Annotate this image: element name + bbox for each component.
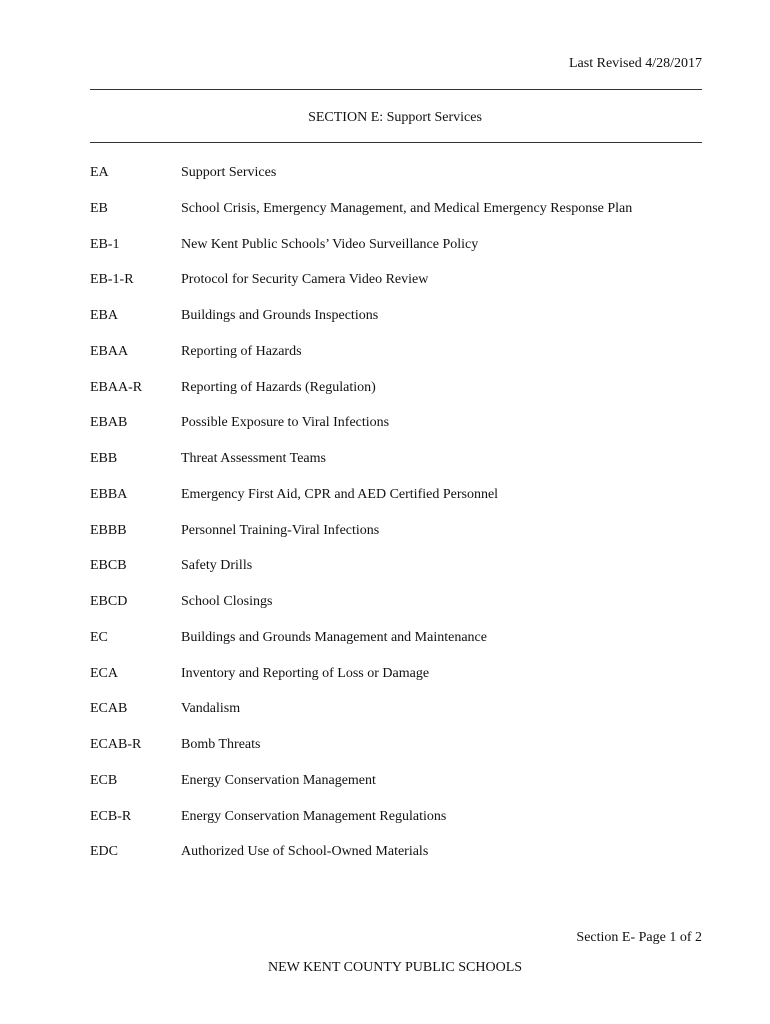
policy-code: EBB (90, 451, 118, 466)
policy-title: New Kent Public Schools’ Video Surveillance Policy (181, 236, 479, 252)
section-title: SECTION E: Support Services (308, 110, 482, 125)
policy-row (90, 665, 710, 701)
policy-row (90, 772, 710, 808)
policy-code: EB-1 (90, 236, 120, 252)
footer-organization: NEW KENT COUNTY PUBLIC SCHOOLS (267, 960, 523, 975)
policy-row (90, 414, 710, 450)
policy-title: Threat Assessment Teams (181, 451, 326, 466)
policy-code: EBCD (90, 594, 128, 609)
policy-code: ECAB-R (90, 737, 142, 752)
policy-title: Buildings and Grounds Inspections (181, 308, 379, 323)
policy-title: Energy Conservation Management Regulations (181, 808, 447, 824)
policy-row (90, 522, 710, 558)
policy-title: Safety Drills (181, 558, 253, 574)
policy-code: EDC (90, 844, 118, 860)
policy-code: EBAB (90, 415, 128, 431)
policy-title: Reporting of Hazards (181, 343, 302, 359)
policy-title: Reporting of Hazards (Regulation) (181, 379, 376, 395)
policy-row (90, 200, 710, 236)
policy-row (90, 236, 710, 272)
policy-row (90, 486, 710, 522)
policy-code: EBCB (90, 558, 127, 574)
policy-title: Authorized Use of School-Owned Materials (181, 844, 429, 860)
policy-row (90, 808, 710, 844)
page-number: Section E- Page 1 of 2 (576, 930, 702, 945)
policy-title: Buildings and Grounds Management and Maintenance (181, 629, 487, 645)
policy-row (90, 450, 710, 486)
policy-code: ECAB (90, 701, 128, 717)
policy-code: EBAA (90, 343, 129, 359)
policy-title: Possible Exposure to Viral Infections (181, 415, 390, 431)
policy-title: School Crisis, Emergency Management, and Medical Emergency Response Plan (181, 200, 633, 216)
header-rule-bottom (90, 142, 702, 143)
policy-code: EC (90, 629, 108, 645)
policy-row (90, 271, 710, 307)
policy-title: Emergency First Aid, CPR and AED Certified Personnel (181, 486, 499, 502)
last-revised-date: Last Revised 4/28/2017 (569, 56, 702, 71)
policy-title: Support Services (181, 165, 277, 180)
policy-row (90, 629, 710, 665)
policy-code: EBBB (90, 522, 127, 538)
policy-row (90, 164, 710, 200)
policy-title: Personnel Training-Viral Infections (181, 522, 380, 538)
policy-title: Energy Conservation Management (181, 772, 376, 788)
policy-code: ECB-R (90, 808, 132, 824)
policy-title: School Closings (181, 594, 273, 609)
policy-code: EBBA (90, 486, 128, 502)
policy-row (90, 700, 710, 736)
policy-list (90, 164, 710, 879)
policy-code: EBA (90, 308, 118, 323)
policy-title: Protocol for Security Camera Video Review (181, 272, 429, 288)
policy-title: Inventory and Reporting of Loss or Damage (181, 665, 430, 681)
policy-row (90, 343, 710, 379)
policy-row (90, 593, 710, 629)
policy-row (90, 736, 710, 772)
policy-code: ECA (90, 665, 118, 681)
policy-code: EB-1-R (90, 272, 134, 288)
header-rule-top (90, 89, 702, 90)
policy-row (90, 557, 710, 593)
policy-title: Vandalism (181, 701, 241, 717)
policy-code: ECB (90, 772, 118, 788)
policy-code: EBAA-R (90, 379, 143, 395)
policy-row (90, 843, 710, 879)
policy-title: Bomb Threats (181, 737, 261, 752)
policy-code: EB (90, 200, 108, 216)
policy-row (90, 307, 710, 343)
policy-row (90, 379, 710, 415)
policy-code: EA (90, 165, 109, 180)
